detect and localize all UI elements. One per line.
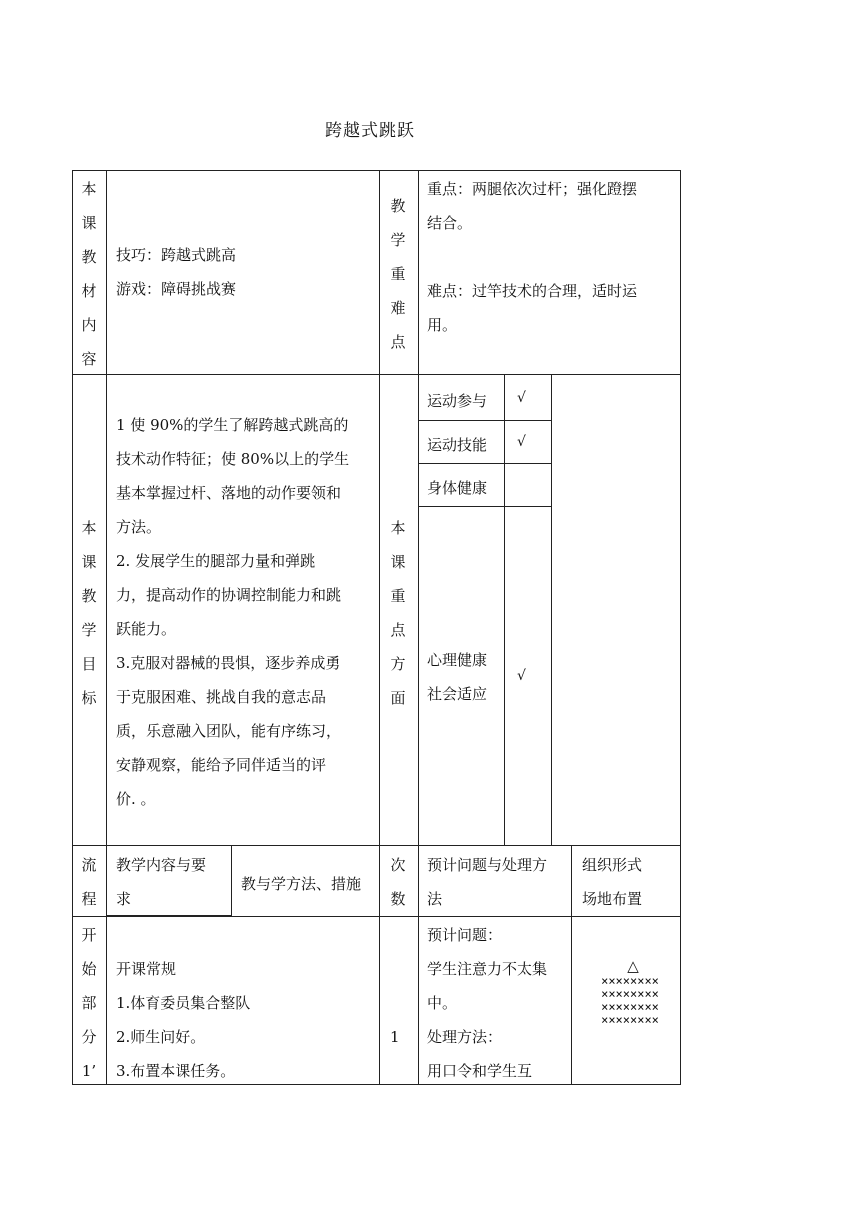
document-title: 跨越式跳跃: [325, 121, 415, 141]
textbook-content: 技巧：跨越式跳高 游戏：障碍挑战赛: [116, 246, 237, 298]
student-row: ××××××××: [601, 1000, 659, 1014]
formation-diagram: [584, 958, 676, 1027]
aspect-skills-check: √: [517, 434, 526, 450]
aspect-health-check: [517, 477, 521, 493]
aspect-skills: 运动技能: [427, 436, 488, 454]
aspect-mental-social-check: √: [517, 668, 526, 684]
opening-stage: 开 始 部 分 1’: [81, 926, 97, 1080]
aspect-participation: 运动参与: [427, 392, 488, 410]
student-row: ××××××××: [601, 974, 659, 988]
textbook-content-header: 本 课 教 材 内 容: [81, 180, 97, 368]
count-header: 次 数: [390, 856, 406, 908]
aspect-mental-social: 心理健康 社会适应: [427, 651, 488, 703]
content-requirements-header: 教学内容与要 求: [116, 856, 207, 908]
formation-header: 组织形式 场地布置: [582, 856, 643, 908]
student-row: ××××××××: [601, 987, 659, 1001]
teaching-objectives: 1 使 90%的学生了解跨越式跳高的 技术动作特征；使 80%以上的学生 基本掌握过杆、落地的动作要领和 方法。 2. 发展学生的腿部力量和弹跳 力，提高动作的协调控制能力和跳 跃能力。 3.克服对器械的畏惧，逐步养成勇 于克服困难、挑战自我的意志品 质，乐意融入团队，能有序练习， 安静观察，能给予同伴适当的评 价. 。: [116, 416, 350, 808]
focus-aspects-label: 本 课 重 点 方 面: [390, 519, 406, 707]
key-points: 重点：两腿依次过杆；强化蹬摆 结合。 难点：过竿技术的合理，适时运 用。: [427, 180, 638, 334]
aspect-participation-check: √: [517, 390, 526, 406]
problems-header: 预计问题与处理方 法: [427, 856, 548, 908]
opening-count: 1: [390, 1028, 400, 1046]
opening-problems: 预计问题： 学生注意力不太集 中。 处理方法： 用口令和学生互: [427, 926, 548, 1080]
methods-header: 教与学方法、措施: [241, 875, 362, 893]
key-points-label: 教 学 重 难 点: [390, 197, 406, 351]
process-header: 流 程: [81, 856, 97, 908]
aspect-health: 身体健康: [427, 479, 488, 497]
student-row: ××××××××: [601, 1013, 659, 1027]
opening-content: 开课常规 1.体育委员集合整队 2.师生问好。 3.布置本课任务。: [116, 960, 251, 1080]
objectives-header: 本 课 教 学 目 标: [81, 519, 97, 707]
teacher-triangle-icon: △: [627, 957, 639, 975]
